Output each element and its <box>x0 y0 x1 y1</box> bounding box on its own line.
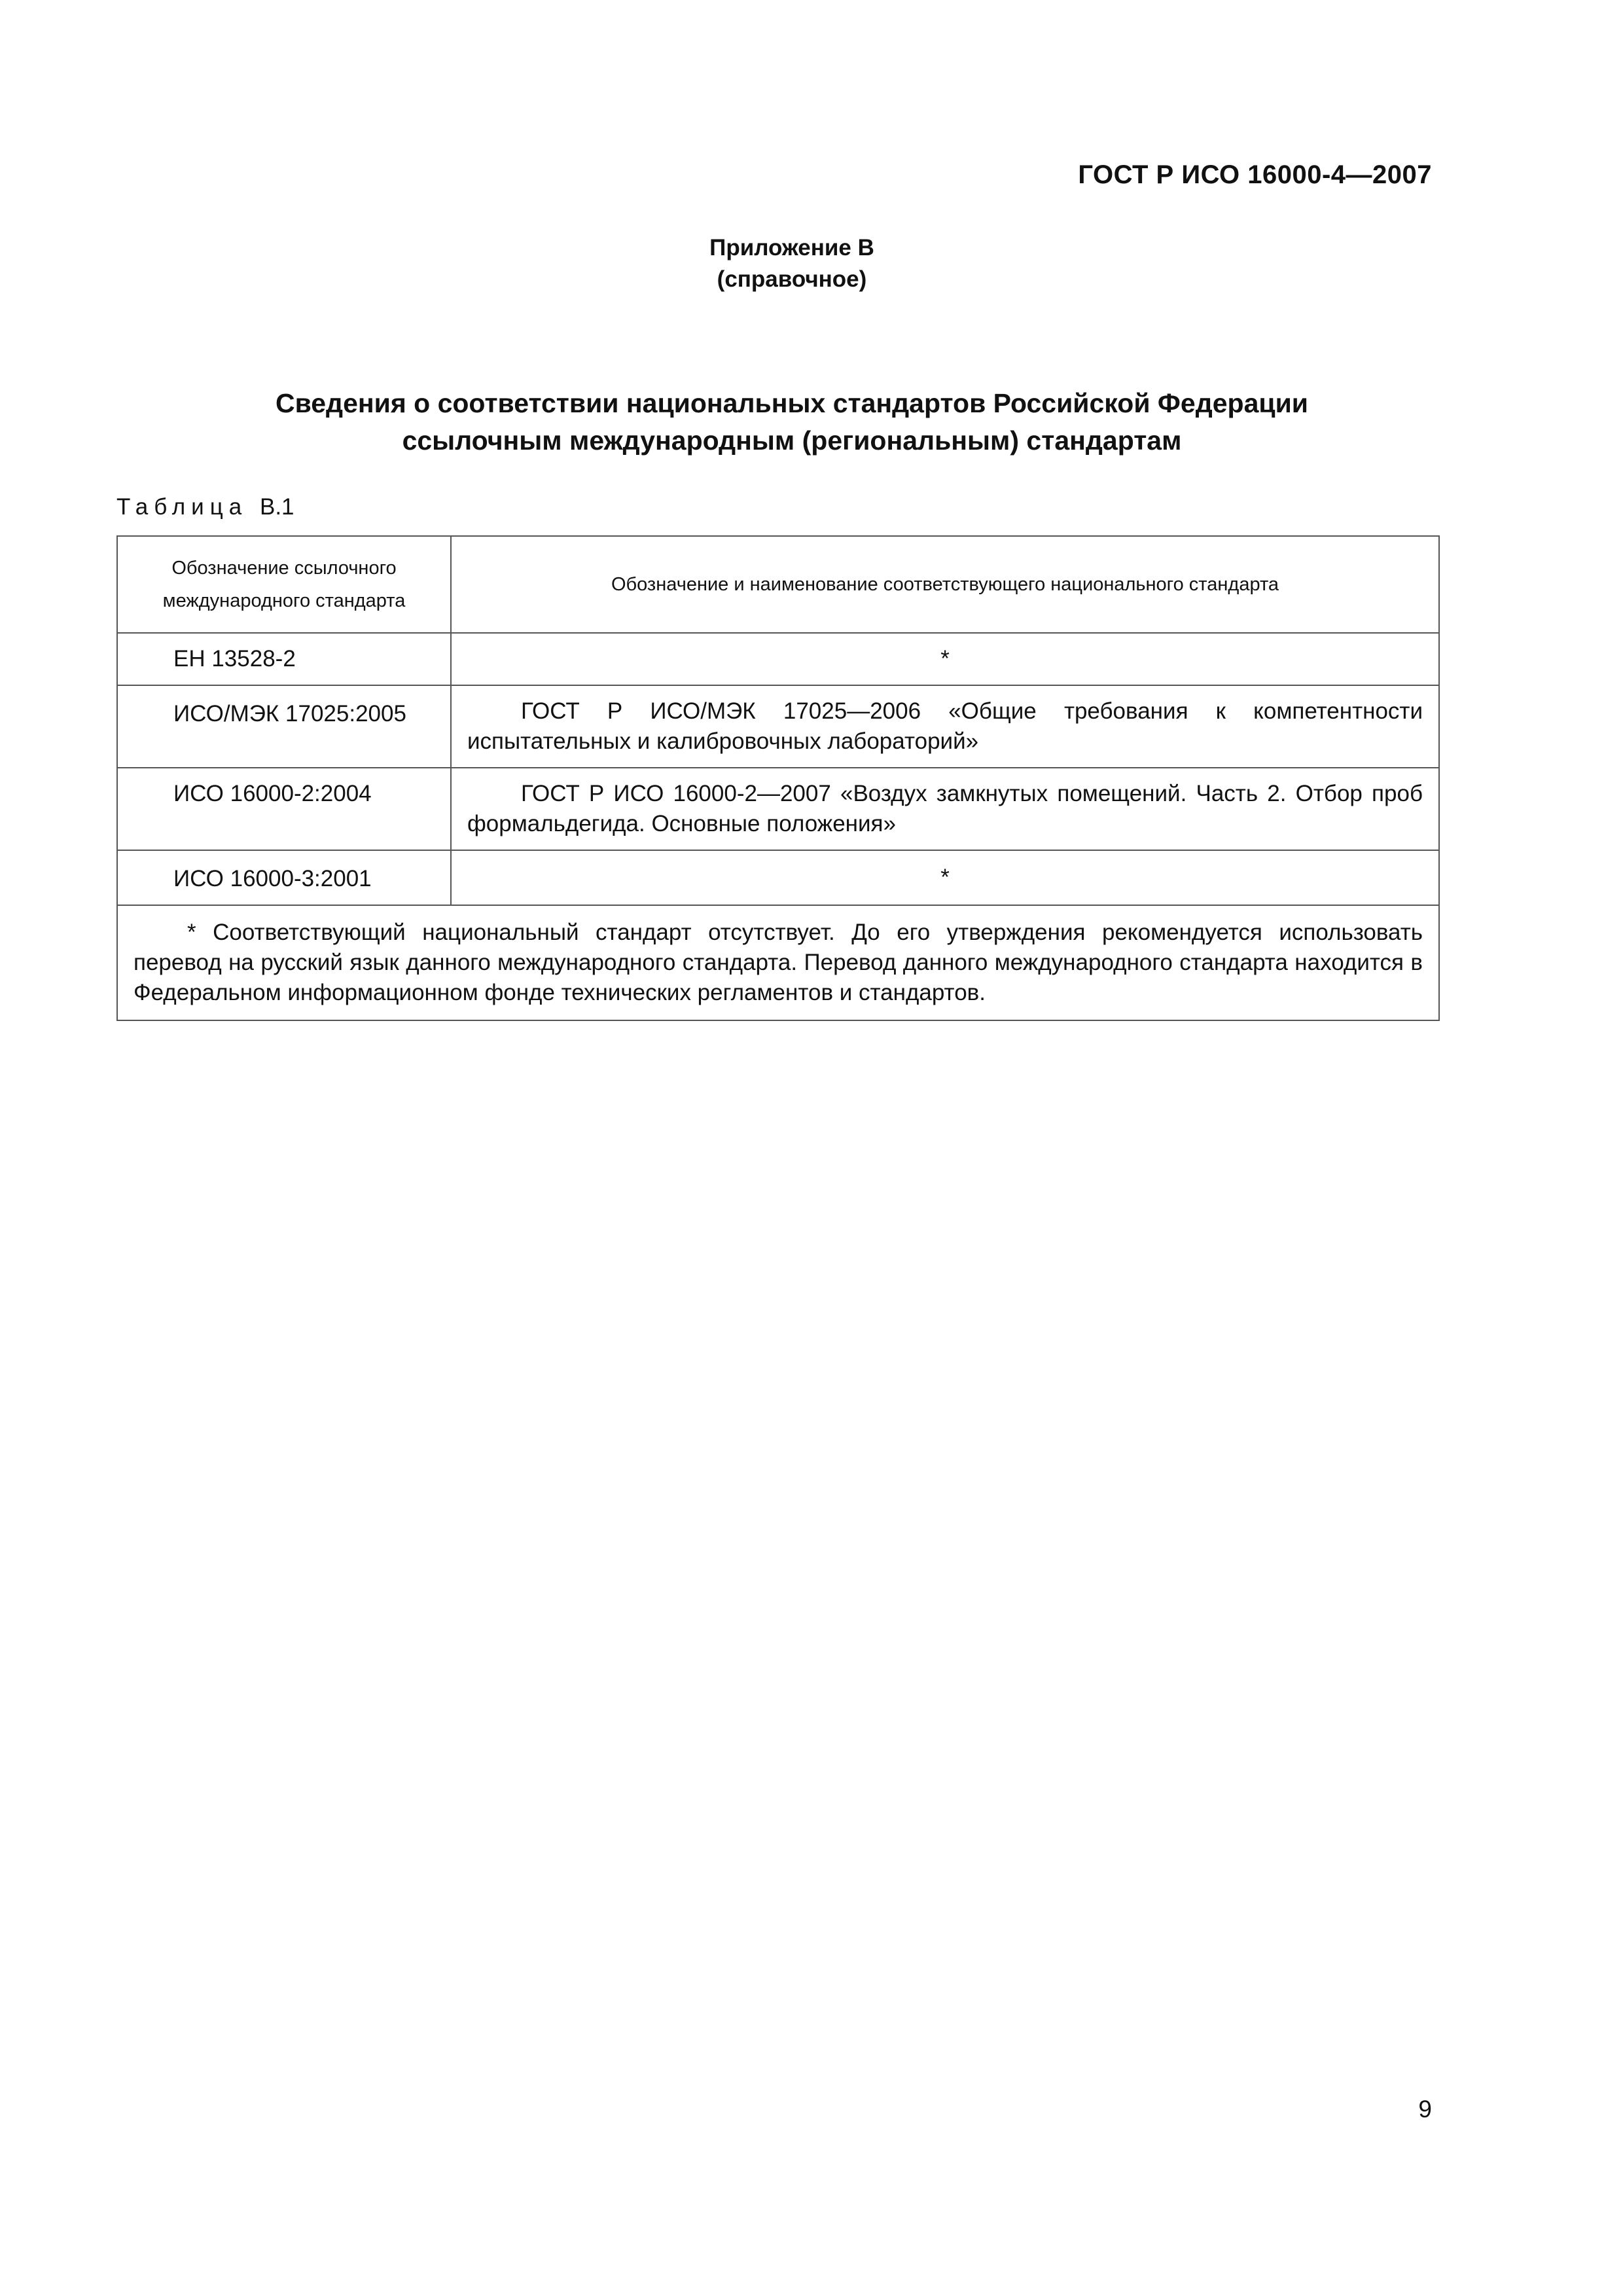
table-caption-number: В.1 <box>259 494 294 520</box>
table-footnote-row <box>117 905 1439 1020</box>
table-row <box>117 633 1439 685</box>
header-national-standard: Обозначение и наименование соответствующего национального стандарта <box>451 536 1439 633</box>
national-standard-cell: * <box>451 633 1439 685</box>
standards-table <box>116 535 1440 1021</box>
appendix-subtitle: (справочное) <box>717 266 867 292</box>
national-standard-cell: ГОСТ Р ИСО 16000-2—2007 «Воздух замкнутых помещений. Часть 2. Отбор проб формальдегида. Основные положения» <box>451 768 1439 850</box>
table-caption <box>116 494 294 520</box>
section-title-line-2: ссылочным международным (региональным) стандартам <box>402 425 1182 456</box>
table-header-row <box>117 536 1439 633</box>
international-code-cell: ИСО 16000-3:2001 <box>117 850 451 905</box>
document-code: ГОСТ Р ИСО 16000-4—2007 <box>1078 160 1432 189</box>
table-footnote: * Соответствующий национальный стандарт отсутствует. До его утверждения рекомендуется использовать перевод на русский язык данного международного стандарта. Перевод данного международного стандарта находится в Федеральном информационном фонде технических регламентов и стандартов. <box>117 905 1439 1020</box>
national-standard-cell: * <box>451 850 1439 905</box>
appendix-title: Приложение В <box>709 235 874 260</box>
international-code-cell: ИСО 16000-2:2004 <box>117 768 451 850</box>
section-title <box>0 385 1623 459</box>
header-international-standard: Обозначение ссылочного международного стандарта <box>117 536 451 633</box>
table-caption-word: Таблица <box>116 494 248 520</box>
national-standard-cell: ГОСТ Р ИСО/МЭК 17025—2006 «Общие требования к компетентности испытательных и калибровочных лабораторий» <box>451 685 1439 768</box>
table-row <box>117 768 1439 850</box>
appendix-heading <box>0 232 1623 295</box>
table-row <box>117 850 1439 905</box>
international-code-cell: ЕН 13528-2 <box>117 633 451 685</box>
section-title-line-1: Сведения о соответствии национальных стандартов Российской Федерации <box>275 388 1309 418</box>
international-code-cell: ИСО/МЭК 17025:2005 <box>117 685 451 768</box>
page-number: 9 <box>1418 2096 1432 2123</box>
table-row <box>117 685 1439 768</box>
